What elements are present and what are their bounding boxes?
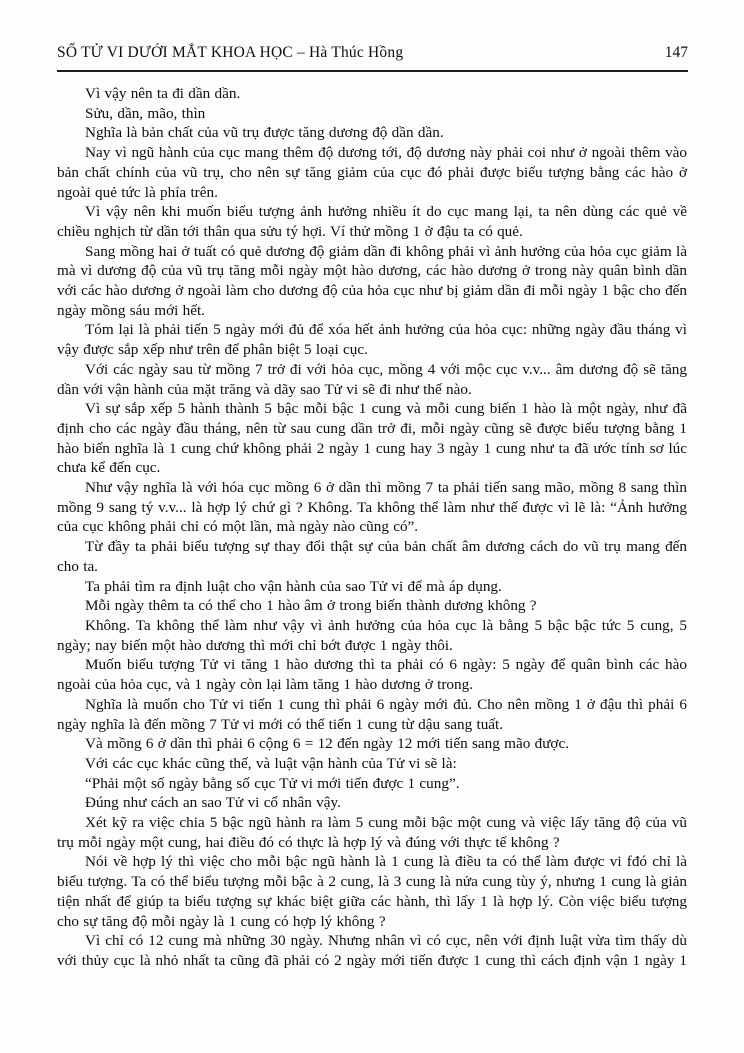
header-divider	[57, 70, 688, 72]
paragraph: “Phải một số ngày bằng số cục Tử vi mới tiến được 1 cung”.	[85, 774, 460, 792]
paragraph: Nghĩa là muốn cho Tử vi tiến 1 cung thì phải 6 ngày mới đủ. Cho nên mồng 1 ở đậu thì phải 6 ngày nghĩa là đến mồng 7 Tử vi mới có thể tiến 1 cung từ dậu sang tuất.	[57, 695, 687, 733]
paragraph: Và mồng 6 ở dần thì phải 6 cộng 6 = 12 đến ngày 12 mới tiến sang mão được.	[85, 735, 569, 753]
paragraph: Nghĩa là bản chất của vũ trụ được tăng dương độ dần dần.	[85, 124, 444, 142]
paragraph: Với các cục khác cũng thế, và luật vận hành của Tử vi sẽ là:	[85, 754, 457, 772]
paragraph: Nay vì ngũ hành của cục mang thêm độ dương tới, độ dương này phải coi như ở ngoài thêm vào bản chất chính của vũ trụ, cho nên sự tăng giảm của cục đó phải được biểu tượng bằng các hào ở ngoài quẻ tức là phía trên.	[57, 144, 687, 201]
paragraph: Vì vậy nên khi muốn biểu tượng ảnh hưởng nhiều ít do cục mang lại, ta nên dùng các quẻ về chiều nghịch từ dần tới thân qua sửu tý hợi. Ví thử mồng 1 ở đậu ta có quẻ.	[57, 203, 687, 240]
paragraph: Từ đầy ta phải biểu tượng sự thay đổi thật sự của bản chất âm dương cách do vũ trụ mang đến cho ta.	[57, 538, 687, 575]
paragraph: Sang mồng hai ở tuất có quẻ dương độ giảm dần đi không phải vì ảnh hưởng của hỏa cục giảm là mà vì dương độ của vũ trụ tăng mỗi ngày một hào dương, các hào dương ở trong này quân bình dần với các hào dương ở ngoài làm cho dương độ của hỏa cục như bị giảm dần đi mỗi ngày 1 bậc cho đến ngày mồng sáu mới hết.	[57, 242, 687, 319]
paragraph: Không. Ta không thể làm như vậy vì ảnh hưởng của hỏa cục là bằng 5 bậc bậc tức 5 cung, 5 ngày; nay biến một hào dương thì mới chỉ bớt được 1 ngày thôi.	[57, 616, 687, 654]
paragraph: Vì vậy nên ta đi dần dần.	[85, 85, 241, 102]
paragraph: Như vậy nghĩa là với hóa cục mồng 6 ở dần thì mồng 7 ta phải tiến sang mão, mồng 8 sang thìn mồng 9 sang tý v.v... là hợp lý chứ gì ? Không. Ta không thể làm như thế được vì lẽ là: “Ảnh hưởng của cục không phải chỉ có một lần, mà ngày nào cũng có”.	[57, 479, 687, 536]
paragraph: Đúng như cách an sao Tử vi cổ nhân vậy.	[85, 794, 341, 812]
page-number: 147	[664, 44, 688, 61]
paragraph: Vì chỉ có 12 cung mà những 30 ngày. Nhưng nhân vì có cục, nên với định luật vừa tìm thấy dù với thủy cục là nhỏ nhất ta cũng đã phải có 2 ngày mới tiến được 1 cung thì cách định vận 1 ngày 1	[57, 932, 687, 969]
paragraph: Vì sự sắp xếp 5 hành thành 5 bậc mỗi bậc 1 cung và mỗi cung biến 1 hào là một ngày, như đã định cho các ngày đầu tháng, nên từ sau cung dần trở đi, mỗi ngày cũng sẽ được biểu tượng bằng 1 hào biến nghĩa là 1 cung chứ không phải 2 ngày 1 cung hay 3 ngày 1 cung như ta đã ước tính sơ lúc chưa kể đến cục.	[57, 400, 687, 477]
paragraph: Tóm lại là phải tiến 5 ngày mới đủ để xóa hết ảnh hưởng của hỏa cục: những ngày đầu tháng vì vậy được sắp xếp như trên để phân biệt 5 loại cục.	[57, 321, 687, 359]
paragraph: Xét kỹ ra việc chia 5 bậc ngũ hành ra làm 5 cung mỗi bậc một cung và việc lấy tăng độ của vũ trụ mỗi ngày một cung, hai điều đó có thực là hợp lý và đúng với thực tế không ?	[57, 814, 687, 851]
running-title: SỐ TỬ VI DƯỚI MẮT KHOA HỌC – Hà Thúc Hồng	[57, 44, 404, 61]
paragraph: Nói về hợp lý thì việc cho mỗi bậc ngũ hành là 1 cung là điều ta có thể làm được vi fđó chỉ là biểu tượng. Ta có thể biểu tượng mỗi bậc à 2 cung, là 3 cung là nửa cung tùy ý, nhưng 1 cung là giản tiện nhất để giúp ta biểu tượng sự khác biệt giữa các hành, thì lấy 1 là hợp lý. Còn việc biểu tượng cho sự tăng độ mỗi ngày là 1 cung có hợp lý không ?	[57, 853, 687, 930]
paragraph: Mỗi ngày thêm ta có thể cho 1 hào âm ở trong biến thành dương không ?	[85, 597, 537, 615]
paragraph: Với các ngày sau từ mồng 7 trở đi với hỏa cục, mồng 4 với mộc cục v.v... âm dương độ sẽ tăng dần với vận hành của mặt trăng và dãy sao Tử vi sẽ đi như thế nào.	[57, 360, 687, 398]
paragraph: Ta phải tìm ra định luật cho vận hành của sao Tử vi để mà áp dụng.	[85, 577, 502, 595]
paragraph: Muốn biểu tượng Tử vi tăng 1 hào dương thì ta phải có 6 ngày: 5 ngày để quân bình các hào ngoài của hỏa cục, và 1 ngày còn lại làm tăng 1 hào dương ở trong.	[57, 656, 687, 694]
page-body	[57, 84, 687, 971]
paragraph: Sửu, dần, mão, thìn	[85, 104, 206, 122]
page-header	[57, 44, 688, 62]
